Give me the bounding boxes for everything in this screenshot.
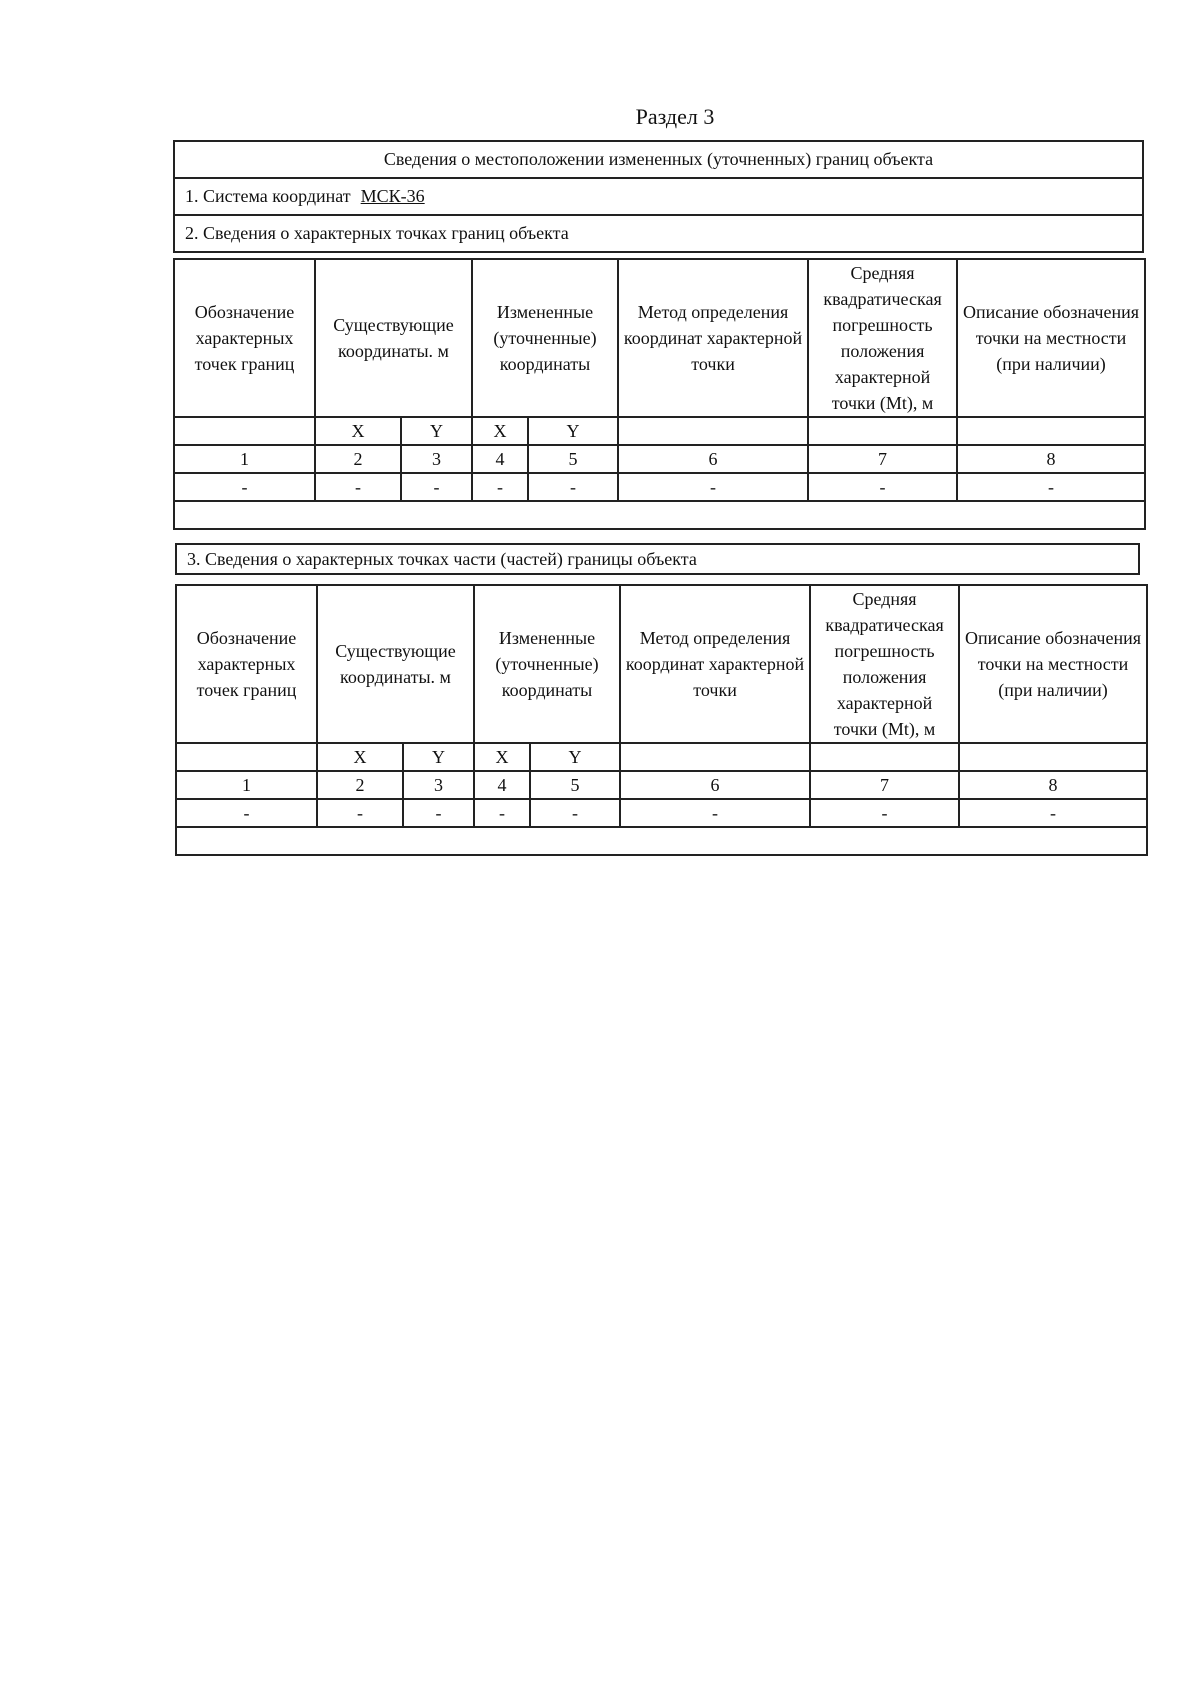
col-description: Описание обозначения точки на местности (при наличии) [959, 585, 1147, 743]
table-cell: - [528, 473, 618, 501]
col-number: 2 [315, 445, 401, 473]
parts-title: 3. Сведения о характерных точках части (частей) границы объекта [175, 543, 1140, 575]
col-number: 6 [618, 445, 808, 473]
table-cell: - [403, 799, 474, 827]
col-method: Метод определения координат характерной точки [620, 585, 810, 743]
points-title: 2. Сведения о характерных точках границ объекта [174, 215, 1143, 252]
table-cell: - [472, 473, 528, 501]
table-cell: - [808, 473, 957, 501]
table-cell: - [620, 799, 810, 827]
col-number: 3 [401, 445, 472, 473]
parts-table [175, 584, 1148, 856]
info-table [173, 140, 1144, 253]
col-existing-coords: Существующие координаты. м [317, 585, 474, 743]
coord-system-value: МСК-36 [360, 186, 425, 206]
table-cell: - [474, 799, 530, 827]
table-cell: - [176, 799, 317, 827]
col-number: 3 [403, 771, 474, 799]
table-cell: - [618, 473, 808, 501]
table-cell: - [317, 799, 403, 827]
table-cell: - [810, 799, 959, 827]
table-cell: - [174, 473, 315, 501]
axis-x: X [472, 417, 528, 445]
table-cell: - [401, 473, 472, 501]
col-number: 5 [528, 445, 618, 473]
header-title: Сведения о местоположении измененных (уточненных) границ объекта [174, 141, 1143, 178]
col-method: Метод определения координат характерной точки [618, 259, 808, 417]
axis-x: X [317, 743, 403, 771]
col-number: 1 [174, 445, 315, 473]
table-cell: - [959, 799, 1147, 827]
col-number: 4 [472, 445, 528, 473]
col-number: 5 [530, 771, 620, 799]
axis-x: X [315, 417, 401, 445]
col-number: 2 [317, 771, 403, 799]
col-point-designation: Обозначение характерных точек границ [174, 259, 315, 417]
col-number: 7 [808, 445, 957, 473]
col-description: Описание обозначения точки на местности (при наличии) [957, 259, 1145, 417]
col-error: Средняя квадратическая погрешность положения характерной точки (Mt), м [808, 259, 957, 417]
coord-system-label: 1. Система координат [185, 186, 351, 206]
col-number: 8 [957, 445, 1145, 473]
axis-y: Y [403, 743, 474, 771]
col-existing-coords: Существующие координаты. м [315, 259, 472, 417]
axis-y: Y [401, 417, 472, 445]
axis-y: Y [530, 743, 620, 771]
table-cell: - [957, 473, 1145, 501]
col-point-designation: Обозначение характерных точек границ [176, 585, 317, 743]
coord-system-row [174, 178, 1143, 215]
section-title: Раздел 3 [635, 104, 715, 129]
col-number: 8 [959, 771, 1147, 799]
col-changed-coords: Измененные (уточненные) координаты [474, 585, 620, 743]
axis-x: X [474, 743, 530, 771]
col-number: 1 [176, 771, 317, 799]
col-changed-coords: Измененные (уточненные) координаты [472, 259, 618, 417]
table-cell: - [530, 799, 620, 827]
points-table [173, 258, 1146, 530]
axis-y: Y [528, 417, 618, 445]
col-number: 4 [474, 771, 530, 799]
col-number: 7 [810, 771, 959, 799]
col-error: Средняя квадратическая погрешность положения характерной точки (Mt), м [810, 585, 959, 743]
col-number: 6 [620, 771, 810, 799]
table-cell: - [315, 473, 401, 501]
